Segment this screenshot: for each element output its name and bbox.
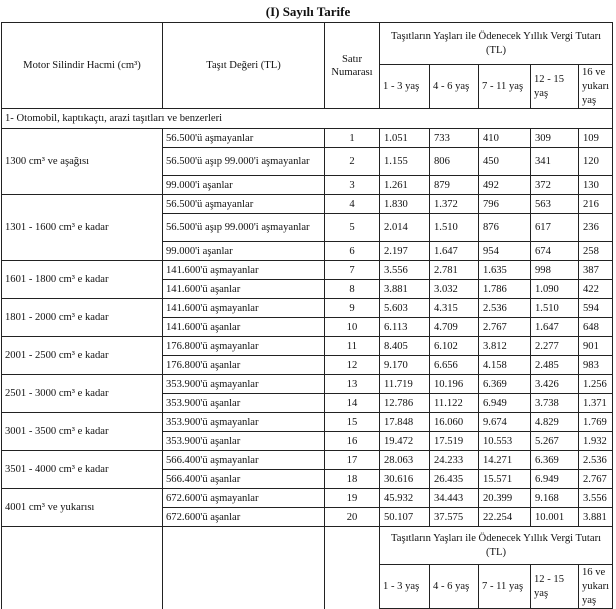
- tax-age-7-11: 2.767: [479, 318, 531, 337]
- vehicle-value: 56.500'ü aşıp 99.000'i aşmayanlar: [163, 148, 325, 176]
- vehicle-value: 56.500'ü aşmayanlar: [163, 195, 325, 214]
- row-number: 8: [325, 280, 380, 299]
- row-number: 7: [325, 261, 380, 280]
- table-row: [2, 195, 613, 214]
- engine-category: 2001 - 2500 cm³ e kadar: [2, 337, 163, 375]
- tax-age-1-3: 3.556: [380, 261, 430, 280]
- table-row: [2, 299, 613, 318]
- tax-age-7-11: 20.399: [479, 489, 531, 508]
- row-number: 11: [325, 337, 380, 356]
- tax-age-16-plus: 216: [579, 195, 613, 214]
- vehicle-value: 56.500'ü aşmayanlar: [163, 129, 325, 148]
- tax-age-16-plus: 258: [579, 242, 613, 261]
- row-number: 6: [325, 242, 380, 261]
- tax-age-7-11: 14.271: [479, 451, 531, 470]
- vehicle-value: 56.500'ü aşıp 99.000'i aşmayanlar: [163, 214, 325, 242]
- tax-age-1-3: 17.848: [380, 413, 430, 432]
- table-row: [2, 261, 613, 280]
- tax-age-1-3: 9.170: [380, 356, 430, 375]
- tax-age-4-6: 733: [430, 129, 479, 148]
- vehicle-value: 99.000'i aşanlar: [163, 176, 325, 195]
- tax-age-4-6: 11.122: [430, 394, 479, 413]
- row-number: 3: [325, 176, 380, 195]
- table-row: [2, 413, 613, 432]
- row-number: 9: [325, 299, 380, 318]
- row-number: 18: [325, 470, 380, 489]
- tax-age-12-15: 309: [531, 129, 579, 148]
- tax-age-16-plus: 3.556: [579, 489, 613, 508]
- tax-age-7-11: 4.158: [479, 356, 531, 375]
- header-age-5: 16 ve yukarı yaş: [579, 65, 613, 109]
- tax-age-7-11: 15.571: [479, 470, 531, 489]
- tax-age-12-15: 617: [531, 214, 579, 242]
- tax-age-12-15: 674: [531, 242, 579, 261]
- tax-age-1-3: 30.616: [380, 470, 430, 489]
- tax-age-16-plus: 236: [579, 214, 613, 242]
- engine-category: 3501 - 4000 cm³ e kadar: [2, 451, 163, 489]
- tax-age-12-15: 3.426: [531, 375, 579, 394]
- tariff-table: [1, 22, 613, 609]
- tax-age-16-plus: 3.881: [579, 508, 613, 527]
- tax-age-7-11: 10.553: [479, 432, 531, 451]
- tax-age-12-15: 4.829: [531, 413, 579, 432]
- header-motor: Motor Silindir Hacmi (cm³): [2, 23, 163, 109]
- tax-age-4-6: 3.032: [430, 280, 479, 299]
- tax-age-7-11: 22.254: [479, 508, 531, 527]
- tax-age-4-6: 879: [430, 176, 479, 195]
- tax-age-4-6: 4.709: [430, 318, 479, 337]
- row-number: 10: [325, 318, 380, 337]
- tax-age-16-plus: 648: [579, 318, 613, 337]
- engine-category: 4001 cm³ ve yukarısı: [2, 489, 163, 527]
- tax-age-1-3: 28.063: [380, 451, 430, 470]
- tax-age-16-plus: 422: [579, 280, 613, 299]
- tax-age-16-plus: 130: [579, 176, 613, 195]
- bottom-blank: [163, 527, 325, 609]
- table-row: [2, 337, 613, 356]
- vehicle-value: 99.000'i aşanlar: [163, 242, 325, 261]
- tax-age-4-6: 806: [430, 148, 479, 176]
- vehicle-value: 176.800'ü aşanlar: [163, 356, 325, 375]
- vehicle-value: 353.900'ü aşanlar: [163, 394, 325, 413]
- table-row: [2, 489, 613, 508]
- engine-category: 1601 - 1800 cm³ e kadar: [2, 261, 163, 299]
- tax-age-12-15: 1.090: [531, 280, 579, 299]
- header-age-2: 4 - 6 yaş: [430, 65, 479, 109]
- tax-age-7-11: 954: [479, 242, 531, 261]
- vehicle-value: 672.600'ü aşanlar: [163, 508, 325, 527]
- tax-age-16-plus: 109: [579, 129, 613, 148]
- tax-age-4-6: 1.510: [430, 214, 479, 242]
- footer-age-2: 4 - 6 yaş: [430, 565, 479, 609]
- header-age-1: 1 - 3 yaş: [380, 65, 430, 109]
- footer-age-5: 16 ve yukarı yaş: [579, 565, 613, 609]
- row-number: 12: [325, 356, 380, 375]
- row-number: 5: [325, 214, 380, 242]
- tax-age-1-3: 8.405: [380, 337, 430, 356]
- row-number: 2: [325, 148, 380, 176]
- tax-age-1-3: 2.014: [380, 214, 430, 242]
- tax-age-1-3: 1.261: [380, 176, 430, 195]
- tax-age-12-15: 341: [531, 148, 579, 176]
- tax-age-4-6: 10.196: [430, 375, 479, 394]
- tax-age-12-15: 10.001: [531, 508, 579, 527]
- row-number: 19: [325, 489, 380, 508]
- row-number: 17: [325, 451, 380, 470]
- row-number: 4: [325, 195, 380, 214]
- vehicle-value: 141.600'ü aşanlar: [163, 280, 325, 299]
- row-number: 14: [325, 394, 380, 413]
- tax-age-16-plus: 1.256: [579, 375, 613, 394]
- tax-age-4-6: 6.656: [430, 356, 479, 375]
- tax-age-12-15: 1.647: [531, 318, 579, 337]
- row-number: 20: [325, 508, 380, 527]
- tax-age-16-plus: 983: [579, 356, 613, 375]
- tax-age-4-6: 2.781: [430, 261, 479, 280]
- tax-age-7-11: 410: [479, 129, 531, 148]
- vehicle-value: 353.900'ü aşmayanlar: [163, 413, 325, 432]
- row-number: 13: [325, 375, 380, 394]
- tax-age-1-3: 12.786: [380, 394, 430, 413]
- tax-age-7-11: 796: [479, 195, 531, 214]
- tax-age-1-3: 1.830: [380, 195, 430, 214]
- header-age-3: 7 - 11 yaş: [479, 65, 531, 109]
- tax-age-16-plus: 387: [579, 261, 613, 280]
- tax-age-7-11: 9.674: [479, 413, 531, 432]
- table-row: [2, 451, 613, 470]
- tax-age-12-15: 2.485: [531, 356, 579, 375]
- tax-age-1-3: 1.155: [380, 148, 430, 176]
- tax-age-7-11: 450: [479, 148, 531, 176]
- header-age-4: 12 - 15 yaş: [531, 65, 579, 109]
- footer-age-1: 1 - 3 yaş: [380, 565, 430, 609]
- tax-age-16-plus: 1.932: [579, 432, 613, 451]
- tax-age-7-11: 1.786: [479, 280, 531, 299]
- tax-age-16-plus: 594: [579, 299, 613, 318]
- tax-age-1-3: 11.719: [380, 375, 430, 394]
- tax-age-1-3: 19.472: [380, 432, 430, 451]
- tax-age-7-11: 1.635: [479, 261, 531, 280]
- tax-age-4-6: 24.233: [430, 451, 479, 470]
- row-number: 15: [325, 413, 380, 432]
- tax-age-1-3: 50.107: [380, 508, 430, 527]
- tax-age-12-15: 2.277: [531, 337, 579, 356]
- tax-age-12-15: 998: [531, 261, 579, 280]
- vehicle-value: 353.900'ü aşanlar: [163, 432, 325, 451]
- tax-age-4-6: 4.315: [430, 299, 479, 318]
- engine-category: 2501 - 3000 cm³ e kadar: [2, 375, 163, 413]
- tax-age-12-15: 372: [531, 176, 579, 195]
- page-title: (I) Sayılı Tarife: [265, 4, 351, 19]
- tax-age-12-15: 9.168: [531, 489, 579, 508]
- tax-age-16-plus: 2.536: [579, 451, 613, 470]
- tax-age-4-6: 1.372: [430, 195, 479, 214]
- tax-age-4-6: 16.060: [430, 413, 479, 432]
- engine-category: 1301 - 1600 cm³ e kadar: [2, 195, 163, 261]
- vehicle-value: 353.900'ü aşmayanlar: [163, 375, 325, 394]
- bottom-blank: [325, 527, 380, 609]
- vehicle-value: 566.400'ü aşmayanlar: [163, 451, 325, 470]
- tax-age-12-15: 5.267: [531, 432, 579, 451]
- tax-age-1-3: 5.603: [380, 299, 430, 318]
- tax-age-16-plus: 901: [579, 337, 613, 356]
- engine-category: 1300 cm³ ve aşağısı: [2, 129, 163, 195]
- table-row: [2, 129, 613, 148]
- footer-age-3: 7 - 11 yaş: [479, 565, 531, 609]
- tax-age-12-15: 563: [531, 195, 579, 214]
- tax-age-12-15: 6.369: [531, 451, 579, 470]
- tax-age-4-6: 1.647: [430, 242, 479, 261]
- engine-category: 1801 - 2000 cm³ e kadar: [2, 299, 163, 337]
- tax-age-1-3: 6.113: [380, 318, 430, 337]
- header-tasit: Taşıt Değeri (TL): [163, 23, 325, 109]
- tax-age-7-11: 3.812: [479, 337, 531, 356]
- tax-age-7-11: 6.369: [479, 375, 531, 394]
- tax-age-4-6: 34.443: [430, 489, 479, 508]
- tax-age-7-11: 492: [479, 176, 531, 195]
- footer-age-4: 12 - 15 yaş: [531, 565, 579, 609]
- tax-age-12-15: 6.949: [531, 470, 579, 489]
- tax-age-4-6: 37.575: [430, 508, 479, 527]
- vehicle-value: 141.600'ü aşanlar: [163, 318, 325, 337]
- vehicle-value: 176.800'ü aşmayanlar: [163, 337, 325, 356]
- tax-age-12-15: 1.510: [531, 299, 579, 318]
- tax-age-7-11: 2.536: [479, 299, 531, 318]
- tax-age-1-3: 3.881: [380, 280, 430, 299]
- vehicle-value: 566.400'ü aşanlar: [163, 470, 325, 489]
- tax-age-16-plus: 1.769: [579, 413, 613, 432]
- footer-header-group: Taşıtların Yaşları ile Ödenecek Yıllık Vergi Tutarı (TL): [380, 527, 613, 565]
- table-row: [2, 375, 613, 394]
- row-number: 16: [325, 432, 380, 451]
- section-title: 1- Otomobil, kaptıkaçtı, arazi taşıtları ve benzerleri: [2, 109, 613, 129]
- tax-age-4-6: 6.102: [430, 337, 479, 356]
- engine-category: 3001 - 3500 cm³ e kadar: [2, 413, 163, 451]
- tax-age-4-6: 26.435: [430, 470, 479, 489]
- tax-age-16-plus: 2.767: [579, 470, 613, 489]
- tax-age-1-3: 2.197: [380, 242, 430, 261]
- row-number: 1: [325, 129, 380, 148]
- tax-age-16-plus: 1.371: [579, 394, 613, 413]
- vehicle-value: 672.600'ü aşmayanlar: [163, 489, 325, 508]
- header-group: Taşıtların Yaşları ile Ödenecek Yıllık Vergi Tutarı (TL): [380, 23, 613, 65]
- tax-age-1-3: 45.932: [380, 489, 430, 508]
- vehicle-value: 141.600'ü aşmayanlar: [163, 261, 325, 280]
- tax-age-4-6: 17.519: [430, 432, 479, 451]
- header-satir: Satır Numarası: [325, 23, 380, 109]
- tax-age-16-plus: 120: [579, 148, 613, 176]
- tax-age-7-11: 876: [479, 214, 531, 242]
- tax-age-12-15: 3.738: [531, 394, 579, 413]
- tax-age-1-3: 1.051: [380, 129, 430, 148]
- vehicle-value: 141.600'ü aşmayanlar: [163, 299, 325, 318]
- tax-age-7-11: 6.949: [479, 394, 531, 413]
- bottom-blank: [2, 527, 163, 609]
